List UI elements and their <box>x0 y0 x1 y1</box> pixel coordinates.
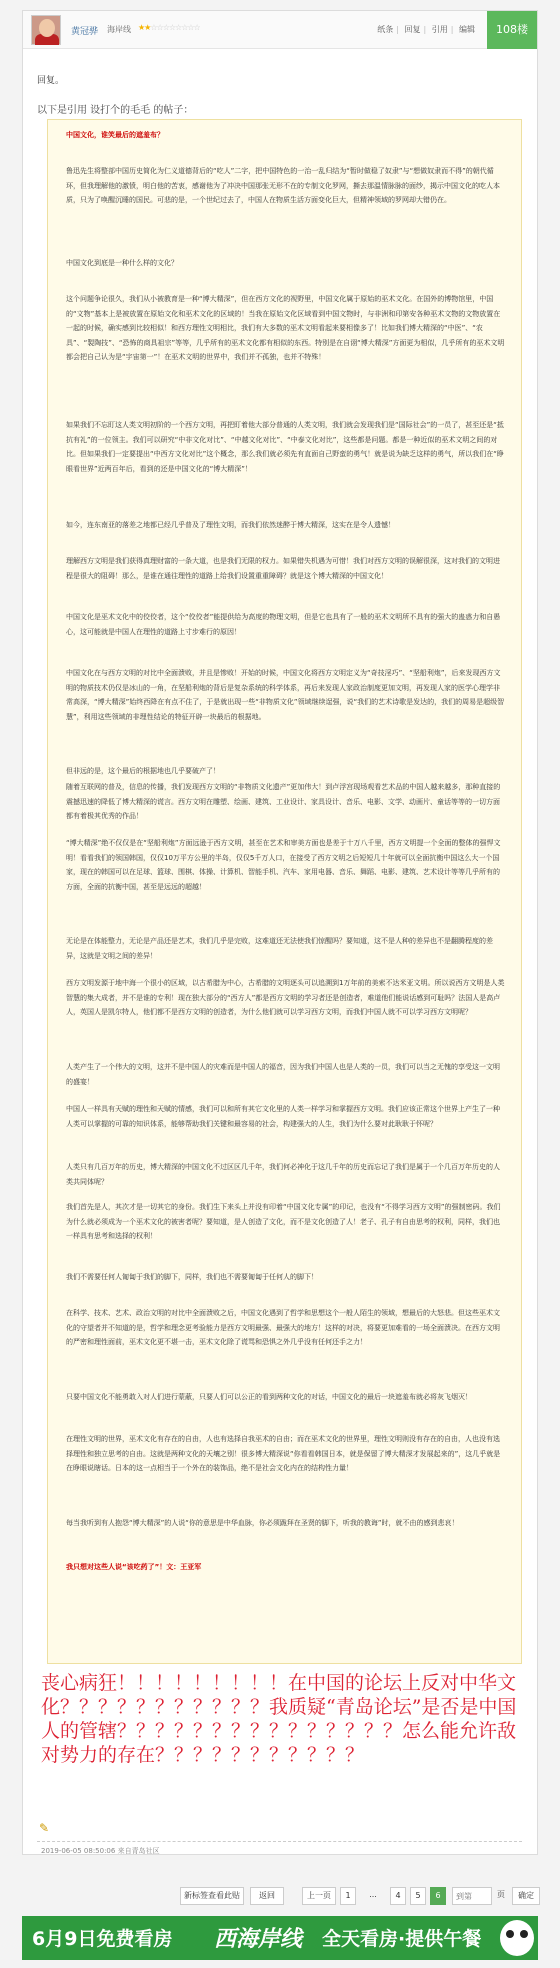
article-paragraph: 人类产生了一个伟大的文明，这并不是中国人的灾难而是中国人的福音，因为我们中国人也是人类的一员，我们可以当之无愧的享受这一文明的盛宴！ <box>66 1063 500 1086</box>
article-paragraph: 我们不需要任何人匍匐于我们的脚下，同样，我们也不需要匍匐于任何人的脚下！ <box>66 1273 318 1281</box>
article-paragraph: 在理性文明的世界，巫术文化有存在的自由，人也有选择自我巫术的自由；而在巫术文化的世界里，理性文明则没有存在的自由，人也没有选择理性和独立思考的自由。这就是两种文化的天壤之别！很多博大精深说“你看看韩国日本，就是保留了博大精深才发展起来的”，这几乎就是在睁眼说瞎话。日本的这一点相当于一个外在的装饰品，绝不是社会文化内在的结构性力量！ <box>66 1435 501 1472</box>
avatar[interactable] <box>31 15 61 45</box>
article-paragraph: 如果我们不忘盯这人类文明初阶的一个西方文明，再把盯着他大部分普通的人类文明，我们就会发现我们是“国际社会”的一员了，甚至还是“抵抗有礼”的一位领主。我们可以研究“中非文化对比”、“中越文化对比”、“中泰文化对比”，这些都是问题。都是一种近似的巫术文明之间的对比。但如果我们一定要提出“中西方文化对比”这个概念，那么我们就必须先有直面自己野蛮的勇气！就是说为缺乏这样的勇气，所以我们在“睁眼看世界”近两百年后，看到的还是中国文化的“博大精深”！ <box>66 421 504 473</box>
ad-banner[interactable] <box>22 1916 538 1960</box>
article-paragraph: 只要中国文化不能勇敢入对人们进行蒙蔽，只要人们可以公正的看到两种文化的对话，中国文化的最后一块遮羞布就必将灰飞烟灭！ <box>66 1393 472 1401</box>
page-4[interactable]: 4 <box>390 1887 406 1905</box>
article-paragraph: 但非远的是，这个最后的根据地也几乎要破产了！ <box>66 767 220 775</box>
article-paragraph: 西方文明发源于地中海一个很小的区域，以古希腊为中心，古希腊的文明逐头可以追溯到1万年前的美索不达米亚文明。所以说西方文明是人类智慧的集大成者，并不是谁的专利！现在独大部分的“西方人”都是西方文明的学习者还是创造者，难道他们能说话感到可耻吗？法国人是高卢人，英国人是凯尔特人，他们都不是西方文明的创造者，为什么他们就可以学习西方文明，而我们中国人就不可以学习西方文明呢？ <box>66 979 505 1016</box>
prev-page-button[interactable]: 上一页 <box>302 1887 336 1905</box>
back-button[interactable]: 返回 <box>250 1887 284 1905</box>
banner-date-text: 6月9日免费看房 <box>32 1928 173 1950</box>
article-paragraph: 中国人一样具有天赋的理性和天赋的情感，我们可以和所有其它文化里的人类一样学习和掌握西方文明。我们应该正常这个世界上产生了一种人类可以掌握的可靠的知识体系，能够帮助我们关键和最容易的社会，构建强大的人生，我们为什么要对此耿耿于怀呢？ <box>66 1105 500 1128</box>
quoted-article <box>47 119 522 1664</box>
user-level-stars <box>138 23 200 32</box>
article-paragraph: 中国文化到底是一种什么样的文化？ <box>66 259 178 267</box>
page-5[interactable]: 5 <box>410 1887 426 1905</box>
goto-page-input[interactable] <box>452 1887 492 1905</box>
article-closing: 我只想对这些人说“该吃药了”！文：王亚军 <box>66 1563 202 1571</box>
new-tab-button[interactable]: 新标签查看此贴 <box>180 1887 244 1905</box>
page-ellipsis: ... <box>369 1890 377 1899</box>
article-paragraph: 如今，连东南亚的落差之地都已经几乎普及了理性文明，而我们依然迷醉于博大精深，这实在是令人遗憾！ <box>66 521 395 529</box>
article-paragraph: 随着互联网的普及，信息的传播，我们发现西方文明的“非物质文化遗产”更加伟大！到卢浮宫现场观看艺术品的中国人越来越多，那种直接的震撼迅速的降低了博大精深的谎言。西方文明在雕塑、绘画、建筑、工业设计、家具设计、音乐、电影、文学、动画片、童话等等的一切方面都有着极其优秀的作品！ <box>66 783 501 820</box>
floor-badge: 108楼 <box>487 11 537 49</box>
article-paragraph: 中国文化在与西方文明的对比中全面溃败，并且是惨败！开始的时候，中国文化将西方文明定义为“奇技淫巧”、“坚船利炮”，后来发现西方文明的物质技术仍仅是冰山的一角，在坚船利炮的背后是复杂系统的科学体系，再后来发现人家政治制度更加文明，再发现人家的医学心理学非常高深，“博大精深”始终西降在有点不住了，于是就出现一些“非物质文化”领域继续逞强，说“我们的艺术诗歌是发达的，我们的周易是超级智慧”，利用这些领域的非理性结论的特征开辟一块最后的根据地。 <box>66 669 505 721</box>
username-link[interactable]: 黄冠骅 <box>71 27 99 37</box>
article-paragraph: 我们首先是人，其次才是一切其它的身份。我们生下来头上并没有印着“中国文化专属”的印记，也没有“不得学习西方文明”的强制密码。我们为什么就必须成为一个巫术文化的被害者呢？要知道，是人创造了文化，而不是文化创造了人！老子、孔子有自由思考的权利，同样，我们也一样具有思考和选择的权利！ <box>66 1203 501 1240</box>
quote-button[interactable]: 引用 <box>431 25 448 34</box>
article-paragraph: 鲁迅先生将整部中国历史简化为仁义道德背后的“吃人”二字，把中国特色的一治一乱归结为“暂时做稳了奴隶”与“想做奴隶而不得”的朝代循环，但我理解他的激愤，明白他的苦衷，感谢他为了冲决中国那张无形不在的专制文化罗网，撕去那温情脉脉的面纱，揭示中国文化的吃人本质，只为了唤醒沉睡的国民。可悲的是，一个世纪过去了，中国人在物质生活方面变化巨大，但精神领域的罗网却大错仍在。 <box>66 167 500 204</box>
divider <box>37 1841 522 1842</box>
article-title: 中国文化，谁笑最后的遮羞布？ <box>66 131 164 139</box>
panda-mascot-icon <box>500 1920 534 1956</box>
post-header <box>23 11 537 49</box>
edit-pencil-icon[interactable]: ✎ <box>39 1821 50 1835</box>
quote-intro: 以下是引用 设打个的毛毛 的帖子： <box>37 105 194 116</box>
stars-empty: ☆☆☆☆☆☆☆☆ <box>150 23 200 32</box>
article-paragraph: 无论是在体能整力，无论是产品还是艺术，我们几乎是完败，这难道还无法使我们惊醒吗？要知道，这不是人种的差异也不是翻腾程度的差异，这就是文明之间的差异！ <box>66 937 493 960</box>
message-button[interactable]: 纸条 <box>377 25 394 34</box>
stars-filled: ★★ <box>138 23 151 32</box>
post-time: 2019-06-05 08:50:06 来自青岛社区 <box>41 1847 160 1855</box>
article-paragraph: 人类只有几百万年的历史，博大精深的中国文化不过区区几千年，我们何必神化于这几千年的历史而忘记了我们是属于一个几百万年历史的人类共同体呢？ <box>66 1163 500 1186</box>
reply-label: 回复。 <box>37 76 65 86</box>
forum-post <box>22 10 538 1855</box>
page-current[interactable]: 6 <box>430 1887 446 1905</box>
page-unit: 页 <box>497 1890 505 1899</box>
post-actions: 纸条 | 回复 | 引用 | 编辑 <box>377 25 475 34</box>
article-paragraph: 这个问题争论很久，我们从小被教育是一种“博大精深”，但在西方文化的视野里，中国文化属于原始的巫术文化。在国外的博物馆里，中国的“文物”基本上是被放置在原始文化和巫术文化的区域的！当我在原始文化区域看到中国文物时，与非洲和印第安各种巫术文物的文物放置在一起的时候，确实感到比较相似！和西方理性文明相比，我们有大多数的巫术文明看起来要相像多了！比如我们博大精深的“中医”、“农具”、“製陶技”、“恐怖的商具祖宗”等等，几乎所有的巫术文化都有相似的东西。特别是在自诩“博大精深”方面更为相似，几乎所有的巫术文明都会把自己认为是“宇宙第一”！在巫术文明的世界中，我们并不孤独，也并不特殊！ <box>66 295 505 361</box>
banner-logo-text: 西海岸线 <box>214 1926 303 1952</box>
user-role: 海岸线 <box>107 25 131 34</box>
article-paragraph: 在科学、技术、艺术、政治文明的对比中全面溃败之后，中国文化遇到了哲学和思想这个一般人陌生的领域，想最后的大怒悲。但这些巫术文化的守望者并不知道的是，哲学和理念更考验能力是西方文明最强、最强大的地方！这样的对决，将要更加难看的一场全面溃决。在西方文明的严密和理性面前，巫术文化更不堪一击，巫术文化除了谎骂和恐惧之外几乎没有任何还手之力！ <box>66 1309 500 1346</box>
reply-text: 丧心病狂！！！！！！！！！在中国的论坛上反对中华文化？？？？？？？？？？？我质疑“青岛论坛”是否是中国人的管辖？？？？？？？？？？？？？？？怎么能允许敌对势力的存在？？？？？？？？？？？ <box>41 1672 517 1766</box>
article-paragraph: “博大精深”绝不仅仅是在“坚船利炮”方面远逊于西方文明，甚至在艺术和审美方面也是差于十万八千里，西方文明提一个全面的整体的强悍文明！看看我们的领国韩国，仅仅10万平方公里的半岛，仅仅5千万人口，在接受了西方文明之后短短几十年就可以全面抗衡中国这么大一个国家，现在的韩国可以在足球、篮球、围棋、体操、计算机、智能手机、汽车、家用电器、音乐、舞蹈、电影、建筑、艺术设计等等几乎所有的方面，全面的抗衡中国，甚至是远远的超越！ <box>66 839 501 891</box>
reply-button[interactable]: 回复 <box>404 25 421 34</box>
page-1[interactable]: 1 <box>340 1887 356 1905</box>
article-paragraph: 理解西方文明是我们获得真理财富的一条大道，也是我们无限的权力。如果错失机遇为可惜！我们对西方文明的误解很深，这对我们的文明进程是很大的阻碍！那么，是谁在通往理性的道路上给我们设置重重障碍？就是这个博大精深的中国文化！ <box>66 557 500 580</box>
banner-offer-text: 全天看房·提供午餐 <box>322 1928 482 1950</box>
article-paragraph: 每当我听到有人抱怨“博大精深”的人说“你的意思是中华血脉，你必须跪拜在圣贤的脚下，听我的教诲”时，就不由的感到悲哀！ <box>66 1519 459 1527</box>
article-paragraph: 中国文化是巫术文化中的佼佼者，这个“佼佼者”能提供给为高度的物理文明，但是它也具有了一般的巫术文明所不具有的强大的蛊惑力和自愚心，这可能就是中国人在理性的道路上寸步难行的原因！ <box>66 613 501 636</box>
goto-confirm-button[interactable]: 确定 <box>512 1887 540 1905</box>
edit-button[interactable]: 编辑 <box>459 25 475 34</box>
